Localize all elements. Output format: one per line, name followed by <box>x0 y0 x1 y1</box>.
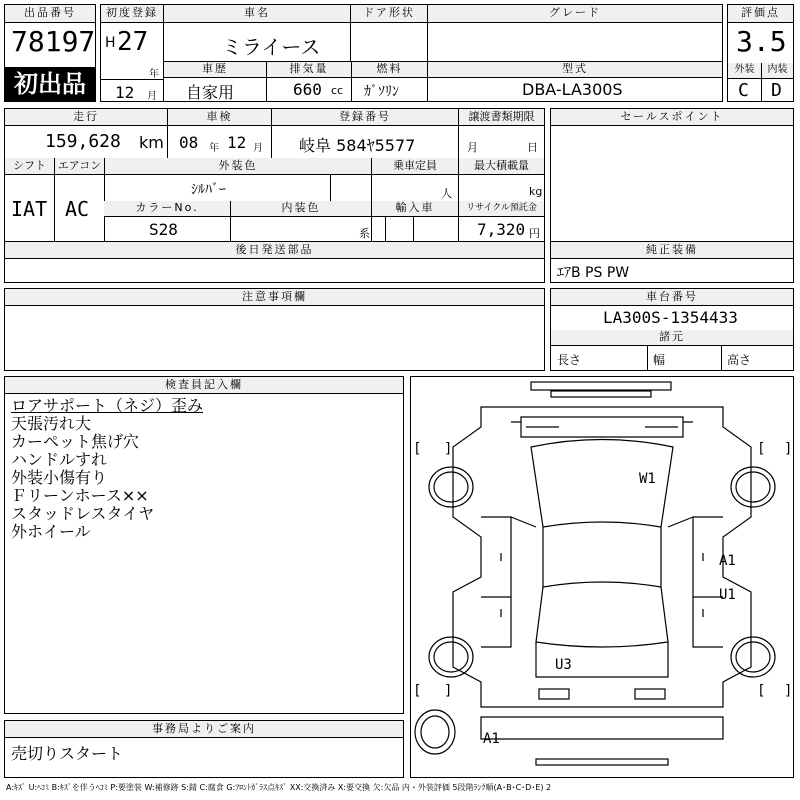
grade-box <box>427 4 723 62</box>
reg-no-value: 岐阜 584ﾔ5577 <box>299 136 416 155</box>
detail-box <box>4 108 545 242</box>
length-label: 長さ <box>557 353 582 367</box>
history-box <box>163 61 267 102</box>
doc-month: 月 <box>467 141 478 154</box>
import-header: 輸入車 <box>371 201 458 217</box>
fuel-header: 燃料 <box>352 62 427 78</box>
car-name-box <box>163 4 351 62</box>
inspector-header: 検査員記入欄 <box>5 377 403 394</box>
office-message: 売切りスタート <box>11 744 124 763</box>
chassis-header: 車台番号 <box>551 289 793 306</box>
chassis-box <box>550 288 794 371</box>
interior-score: D <box>771 80 782 101</box>
displacement-value: 660 <box>293 80 322 99</box>
car-name: ミライース <box>222 35 321 59</box>
sales-point-box <box>550 108 794 242</box>
km-unit: km <box>139 133 164 152</box>
office-box <box>4 720 404 778</box>
shift-header: シフト <box>5 158 54 175</box>
remark-line: 天張汚れ大 <box>11 414 92 433</box>
capacity-header: 乗車定員 <box>371 158 458 175</box>
ext-color-header: 外装色 <box>104 158 371 175</box>
person-unit: 人 <box>441 187 452 200</box>
insp-month: 12 <box>227 133 247 152</box>
height-label: 高さ <box>727 353 752 367</box>
yen-unit: 円 <box>529 227 540 240</box>
lot-box <box>4 4 96 102</box>
exterior-score: C <box>738 80 749 101</box>
cc-unit: cc <box>331 84 344 97</box>
reg-month: 12 <box>115 83 135 102</box>
first-listing-badge: 初出品 <box>5 67 95 101</box>
sales-point-header: セールスポイント <box>551 109 793 126</box>
inspector-box <box>4 376 404 714</box>
fuel-value: ｶﾞｿﾘﾝ <box>364 84 399 100</box>
car-name-header: 車名 <box>164 5 350 23</box>
exterior-header: 外装 <box>728 63 761 79</box>
insp-year-suffix: 年 <box>209 143 219 154</box>
svg-text:[: [ <box>415 683 421 699</box>
int-color-header: 内装色 <box>230 201 371 217</box>
svg-text:[: [ <box>415 441 421 457</box>
later-parts-box <box>4 241 545 283</box>
damage-mark: W1 <box>639 471 656 487</box>
door-box <box>350 4 428 62</box>
svg-text:]: ] <box>785 683 791 699</box>
color-no-header: カラーNo. <box>104 201 230 217</box>
doc-day: 日 <box>527 141 538 154</box>
displacement-box <box>266 61 352 102</box>
svg-text:]: ] <box>445 441 451 457</box>
aircon-value: AC <box>65 197 90 221</box>
reg-year: 27 <box>117 27 149 57</box>
displacement-header: 排気量 <box>267 62 351 78</box>
office-header: 事務局よりご案内 <box>5 721 403 738</box>
color-no-value: S28 <box>149 220 178 239</box>
genuine-value: ｴｱB PS PW <box>557 265 630 281</box>
svg-text:]: ] <box>785 441 791 457</box>
month-suffix: 月 <box>147 91 157 102</box>
remark-line: ロアサポート（ネジ）歪み <box>11 396 204 415</box>
era-label: H <box>105 35 116 51</box>
car-diagram-box <box>410 376 794 778</box>
grade-header: グレード <box>428 5 722 23</box>
remark-line: 外ホイール <box>11 522 91 541</box>
svg-text:[: [ <box>759 441 765 457</box>
model-header: 型式 <box>428 62 722 78</box>
kei-unit: 系 <box>359 227 370 240</box>
genuine-header: 純正装備 <box>551 242 793 259</box>
score-value: 3.5 <box>736 25 787 58</box>
fuel-box <box>351 61 428 102</box>
insp-year: 08 <box>179 133 199 152</box>
recycle-value: 7,320 <box>477 220 526 239</box>
svg-text:]: ] <box>445 683 451 699</box>
svg-text:[: [ <box>759 683 765 699</box>
lot-no-header: 出品番号 <box>5 5 95 23</box>
notes-header: 注意事項欄 <box>5 289 544 306</box>
transfer-doc-header: 譲渡書類期限 <box>458 109 544 126</box>
mileage-value: 159,628 <box>45 131 121 152</box>
shift-value: IAT <box>11 197 48 221</box>
specs-header: 諸元 <box>551 330 793 346</box>
remark-line: カーペット焦げ穴 <box>11 432 140 451</box>
model-box <box>427 61 723 102</box>
score-header: 評価点 <box>728 5 793 23</box>
later-parts-header: 後日発送部品 <box>5 242 544 259</box>
legend-text: A:ｷｽﾞ U:ﾍｺﾐ B:ｷｽﾞを伴うﾍｺﾐ P:要塗装 W:補修跡 S:錆 C:腐食 G:ﾌﾛﾝﾄｶﾞﾗｽ点ｷｽﾞ XX:交換済み X:要交換 欠:欠品 内・外装評価 5段階ﾗﾝｸ順(A･B･C･D･E) 2 <box>6 783 552 792</box>
history-header: 車歴 <box>164 62 266 78</box>
max-load-header: 最大積載量 <box>458 158 544 175</box>
recycle-header: リサイクル預託金 <box>458 201 544 217</box>
first-reg-header: 初度登録 <box>101 5 163 23</box>
inspection-header: 車検 <box>167 109 271 126</box>
remark-line: ハンドルすれ <box>11 450 108 469</box>
aircon-header: エアコン <box>54 158 104 175</box>
notes-box <box>4 288 545 371</box>
score-box <box>727 4 794 102</box>
first-reg-box <box>100 4 164 102</box>
year-suffix: 年 <box>149 69 159 80</box>
door-header: ドア形状 <box>351 5 427 23</box>
remark-line: Ｆリーンホース×× <box>11 486 149 505</box>
genuine-box <box>550 241 794 283</box>
ext-color-value: ｼﾙﾊﾞｰ <box>191 182 226 198</box>
chassis-value: LA300S-1354433 <box>603 308 738 327</box>
damage-mark: U1 <box>719 587 736 603</box>
remark-line: スタッドレスタイヤ <box>11 504 155 523</box>
interior-header: 内装 <box>761 63 793 79</box>
damage-mark: A1 <box>719 553 736 569</box>
mileage-header: 走行 <box>5 109 167 126</box>
history-value: 自家用 <box>186 83 235 102</box>
damage-mark: U3 <box>555 657 572 673</box>
remark-line: 外装小傷有り <box>11 468 108 487</box>
car-diagram <box>411 377 793 777</box>
lot-number: 78197 <box>11 25 96 58</box>
model-value: DBA-LA300S <box>522 80 623 99</box>
width-label: 幅 <box>653 353 666 367</box>
insp-month-suffix: 月 <box>253 143 263 154</box>
kg-unit: kg <box>529 185 543 198</box>
reg-no-header: 登録番号 <box>271 109 458 126</box>
damage-mark: A1 <box>483 731 500 747</box>
